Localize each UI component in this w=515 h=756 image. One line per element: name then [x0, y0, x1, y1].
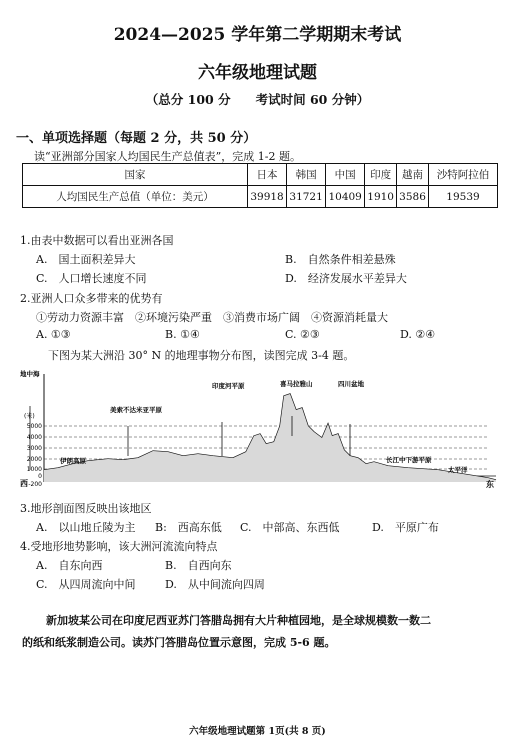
yangtze-label: 长江中下游平原	[386, 456, 432, 464]
page-footer: 六年级地理试题第 1页(共 8 页)	[189, 726, 326, 737]
q1-option-a[interactable]: A. 国土面积差异大	[36, 253, 136, 266]
y-tick: 5000	[26, 423, 42, 430]
table-cell: 39918	[248, 186, 287, 208]
q1-option-b[interactable]: B. 自然条件相差悬殊	[285, 253, 396, 266]
score-info: （总分 100 分 考试时间 60 分钟）	[145, 92, 370, 107]
table-row-label: 人均国民生产总值（单位：美元）	[23, 186, 248, 208]
q1-option-c[interactable]: C. 人口增长速度不同	[36, 272, 147, 285]
q3-option-c[interactable]: C. 中部高、东西低	[240, 521, 340, 534]
y-tick: 4000	[26, 434, 42, 441]
q2-items: ①劳动力资源丰富 ②环境污染严重 ③消费市场广阔 ④资源消耗量大	[36, 311, 388, 324]
table-header-cell: 国家	[23, 164, 248, 186]
sichuan-label: 四川盆地	[338, 380, 364, 388]
east-label: 东	[486, 480, 494, 489]
himalaya-label: 喜马拉雅山	[280, 380, 313, 388]
q3-option-b[interactable]: B: 西高东低	[155, 521, 222, 534]
table-header-cell: 沙特阿拉伯	[429, 164, 498, 186]
q4-stem: 4.受地形地势影响，该大洲河流流向特点	[20, 540, 218, 553]
iran-plateau-label: 伊朗高原	[60, 457, 86, 465]
table-header-cell: 中国	[326, 164, 365, 186]
table-header-cell: 越南	[397, 164, 429, 186]
table-intro: 读“亚洲部分国家人均国民生产总值表”，完成 1-2 题。	[34, 150, 301, 163]
table-cell: 1910	[365, 186, 397, 208]
section-heading: 一、单项选择题（每题 2 分，共 50 分）	[16, 131, 257, 146]
q2-option-d[interactable]: D. ②④	[400, 328, 436, 341]
figure-intro: 下图为某大洲沿 30° N 的地理事物分布图，读图完成 3-4 题。	[48, 349, 355, 362]
q4-option-b[interactable]: B. 自西向东	[165, 559, 232, 572]
q3-stem: 3.地形剖面图反映出该地区	[20, 502, 152, 515]
passage-line-1: 新加坡某公司在印度尼西亚苏门答腊岛拥有大片种植园地，是全球规模数一数二	[46, 614, 431, 627]
y-tick: 3000	[26, 445, 42, 452]
q4-option-d[interactable]: D. 从中间流向四周	[165, 578, 265, 591]
q4-option-c[interactable]: C. 从四周流向中间	[36, 578, 136, 591]
table-header-cell: 印度	[365, 164, 397, 186]
q2-option-a[interactable]: A. ①③	[36, 328, 71, 341]
table-cell: 31721	[287, 186, 326, 208]
terrain-profile-figure	[18, 366, 500, 490]
mediterranean-label: 地中海	[20, 370, 40, 378]
y-tick: -200	[28, 481, 42, 488]
table-row	[23, 186, 498, 208]
y-tick: 2000	[26, 456, 42, 463]
q3-option-d[interactable]: D. 平原广布	[372, 521, 439, 534]
y-tick: 1000	[26, 466, 42, 473]
table-cell: 19539	[429, 186, 498, 208]
table-header-cell: 日本	[248, 164, 287, 186]
q2-option-c[interactable]: C. ②③	[285, 328, 320, 341]
passage-line-2: 的纸和纸浆制造公司。读苏门答腊岛位置示意图，完成 5-6 题。	[22, 636, 336, 649]
mesopotamia-label: 美索不达米亚平原	[110, 406, 162, 414]
table-cell: 3586	[397, 186, 429, 208]
q2-option-b[interactable]: B. ①④	[165, 328, 200, 341]
q4-option-a[interactable]: A. 自东向西	[36, 559, 103, 572]
west-label: 西	[20, 479, 28, 488]
y-tick-labels	[27, 423, 42, 488]
exam-title: 2024—2025 学年第二学期期末考试	[113, 25, 402, 45]
exam-subtitle: 六年级地理试题	[198, 63, 317, 83]
table-header-row	[23, 164, 498, 186]
gnp-table	[22, 163, 498, 208]
indus-label: 印度河平原	[212, 382, 245, 390]
q2-stem: 2.亚洲人口众多带来的优势有	[20, 292, 163, 305]
q1-stem: 1.由表中数据可以看出亚洲各国	[20, 234, 174, 247]
table-cell: 10409	[326, 186, 365, 208]
table-header-cell: 韩国	[287, 164, 326, 186]
y-tick: 0	[38, 473, 42, 480]
pacific-label: 太平洋	[448, 466, 468, 474]
y-unit: (米)	[24, 413, 35, 420]
q3-option-a[interactable]: A. 以山地丘陵为主	[36, 521, 136, 534]
q1-option-d[interactable]: D. 经济发展水平差异大	[285, 272, 407, 285]
